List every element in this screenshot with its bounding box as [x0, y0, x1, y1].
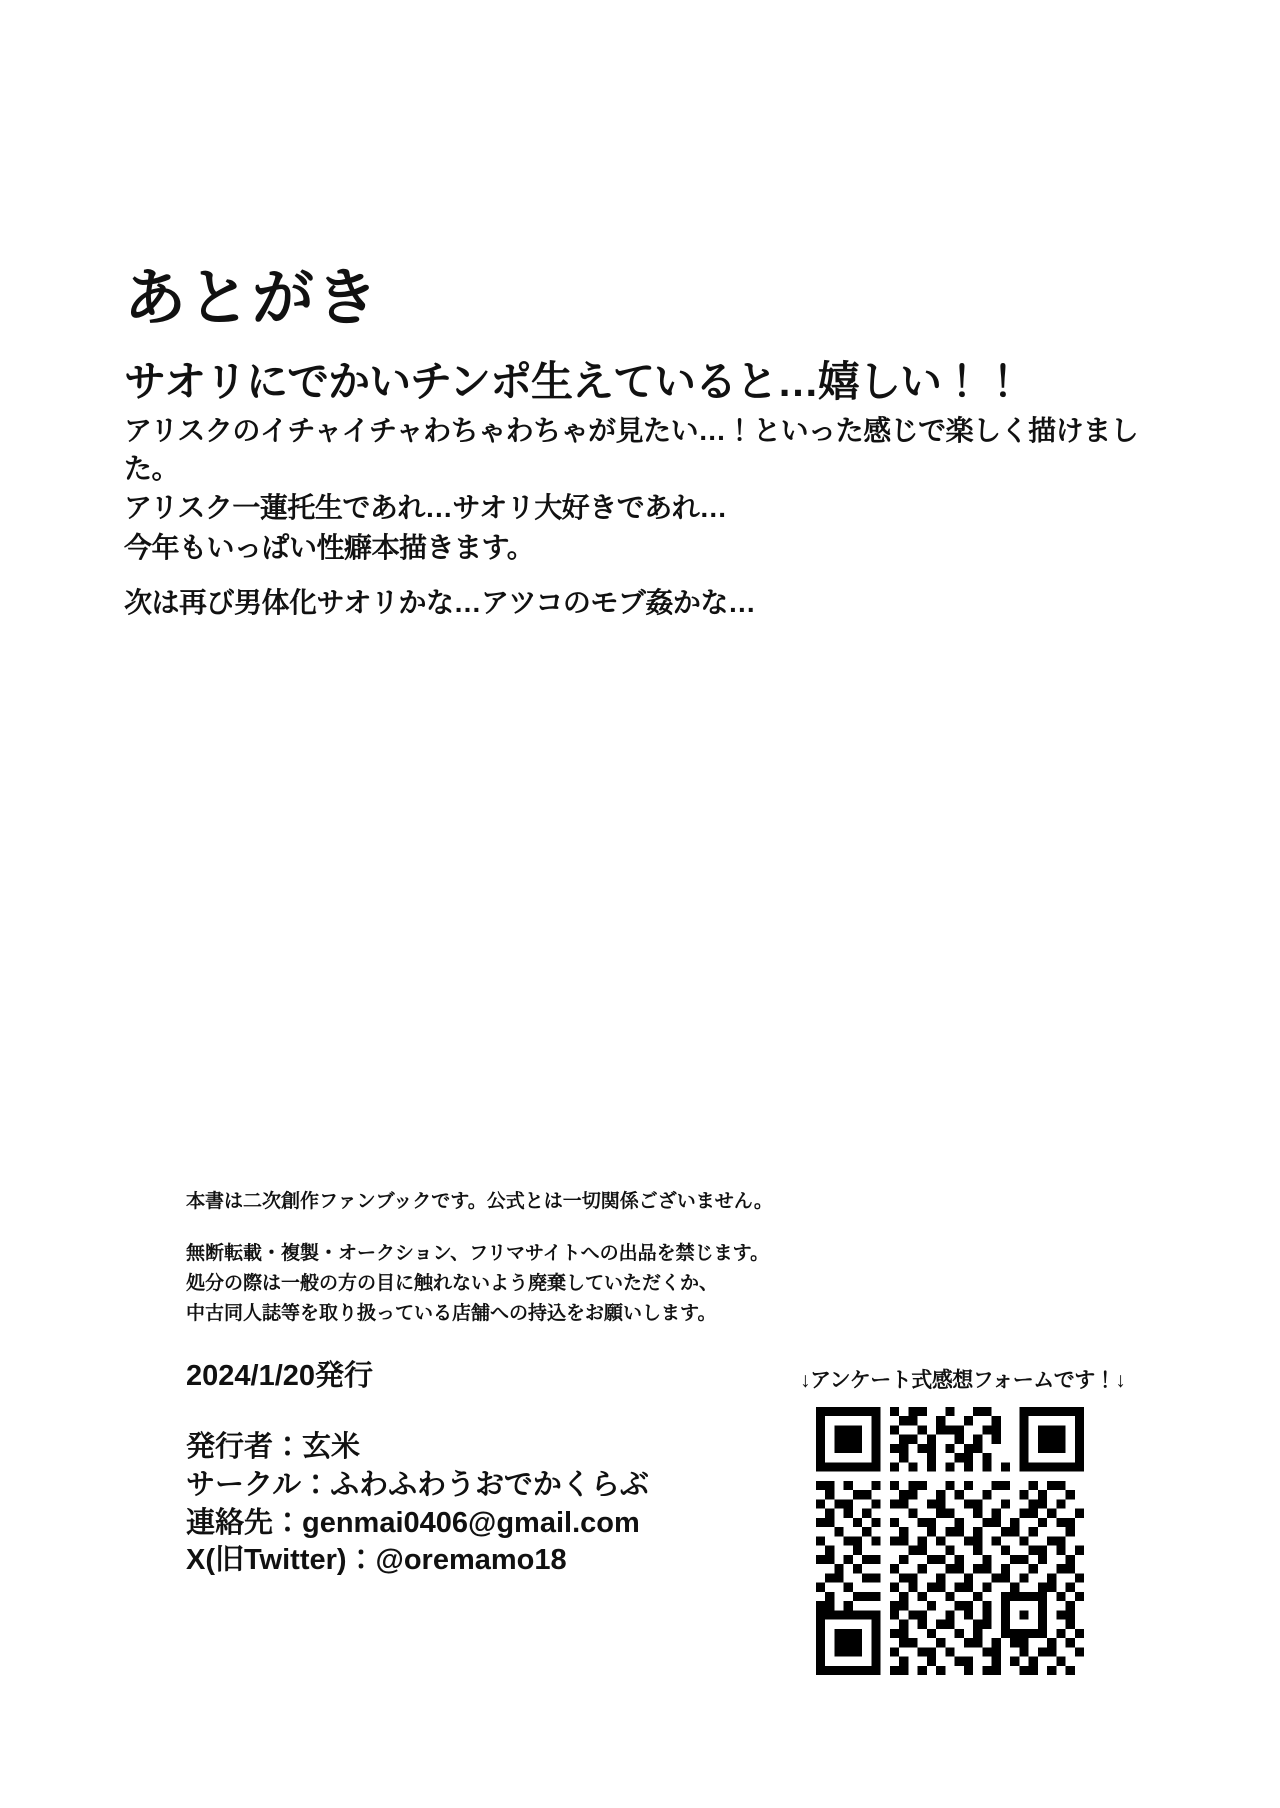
- afterword-section: [124, 264, 1184, 624]
- circle-name: サークル：ふわふわうおでかくらぶ: [186, 1469, 649, 1502]
- colophon-rules: [186, 1239, 826, 1329]
- survey-qr-section: [800, 1368, 1126, 1675]
- colophon-rule-line: 処分の際は一般の方の目に触れないよう廃棄していただくか、: [186, 1272, 719, 1294]
- afterword-headline: サオリにでかいチンポ生えていると…嬉しい！！: [124, 358, 1024, 405]
- afterword-title: あとがき: [124, 264, 381, 333]
- qr-caption: ↓アンケート式感想フォームです！↓: [800, 1369, 1126, 1392]
- afterword-body: [124, 412, 1184, 622]
- afterword-line: アリスクのイチャイチャわちゃわちゃが見たい…！といった感じで楽しく描けました。: [124, 415, 1139, 484]
- publish-date: 2024/1/20発行: [186, 1359, 374, 1392]
- afterword-line: アリスク一蓮托生であれ…サオリ大好きであれ…: [124, 492, 727, 524]
- qr-code-icon[interactable]: [816, 1407, 1084, 1675]
- colophon-rule-line: 中古同人誌等を取り扱っている店舗への持込をお願いします。: [186, 1302, 717, 1324]
- colophon-credits: [186, 1429, 826, 1580]
- afterword-line: 今年もいっぱい性癖本描きます。: [124, 531, 535, 563]
- colophon-disclaimer: 本書は二次創作ファンブックです。公式とは一切関係ございません。: [186, 1191, 773, 1212]
- afterword-line: 次は再び男体化サオリかな…アツコのモブ姦かな…: [124, 587, 756, 619]
- colophon-rule-line: 無断転載・複製・オークション、フリマサイトへの出品を禁じます。: [186, 1242, 770, 1264]
- twitter-handle: X(旧Twitter)：@oremamo18: [186, 1544, 567, 1577]
- colophon-section: [186, 1188, 826, 1580]
- publisher-name: 発行者：玄米: [186, 1431, 361, 1464]
- contact-email: 連絡先：genmai0406@gmail.com: [186, 1506, 640, 1539]
